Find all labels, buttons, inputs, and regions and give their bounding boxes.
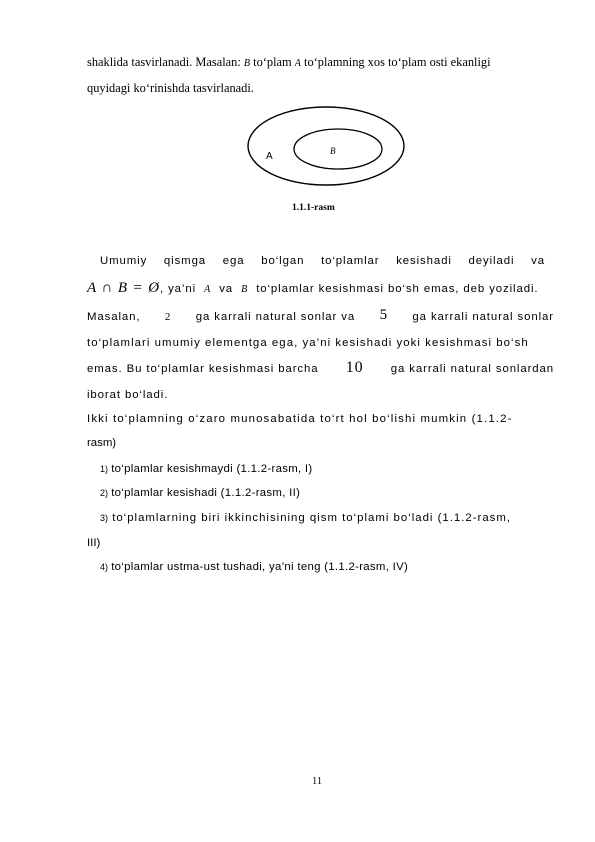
list-item [100, 512, 511, 524]
text: iborat bo‘ladi. [87, 389, 169, 401]
intro-text: quyidagi ko‘rinishda tasvirlanadi. [87, 81, 254, 95]
word: bo‘lgan [261, 255, 305, 267]
math-symbol-b: B [241, 284, 249, 295]
list-number: 3) [100, 513, 109, 523]
list-number: 1) [100, 464, 109, 474]
number-10: 10 [345, 359, 364, 376]
word: deyiladi [468, 255, 515, 267]
math-symbol-a: A [294, 58, 301, 69]
inner-set-label: B [330, 146, 336, 156]
para1-line-3 [87, 307, 554, 328]
para1-line-2 [87, 280, 554, 297]
list-number: 4) [100, 562, 109, 572]
intro-text: shaklida tasvirlanadi. Masalan: [87, 55, 241, 69]
list-text: to‘plamlar ustma-ust tushadi, ya’ni teng (1.1.2-rasm, IV) [111, 561, 409, 573]
outer-set-label: A [266, 151, 273, 162]
list-number: 2) [100, 488, 109, 498]
list-item-continuation [87, 537, 100, 549]
text: , ya’ni [159, 283, 197, 295]
text: Masalan, [87, 311, 141, 323]
venn-diagram [240, 100, 410, 195]
para1-line-4 [87, 337, 529, 349]
figure-caption: 1.1.1-rasm [292, 203, 335, 213]
text: emas. Bu to‘plamlar kesishmasi barcha [87, 363, 319, 375]
intersection-formula: A ∩ B = Ø [87, 280, 160, 296]
para1-line-5 [87, 359, 554, 381]
outer-set-ellipse [248, 107, 404, 185]
text: ga karrali natural sonlar va [195, 311, 356, 323]
page-number: 11 [312, 776, 323, 787]
para2-line-2 [87, 437, 116, 449]
number-2: 2 [164, 311, 172, 323]
math-symbol-a: A [204, 284, 212, 295]
text: rasm) [87, 437, 117, 449]
word: qismga [163, 255, 207, 267]
word: kesishadi [396, 255, 452, 267]
inner-set-ellipse [294, 129, 382, 169]
math-symbol-b: B [243, 58, 251, 69]
text: ga karrali natural sonlardan [390, 363, 554, 375]
intro-line-1 [87, 55, 491, 70]
intro-text: to‘plamning xos to‘plam osti ekanligi [304, 55, 491, 69]
list-text: to‘plamlarning biri ikkinchisining qism to‘plami bo‘ladi (1.1.2-rasm, [112, 512, 512, 524]
text: Ikki to‘plamning o‘zaro munosabatida to‘rt hol bo‘lishi mumkin (1.1.2- [87, 413, 513, 425]
list-item [100, 463, 313, 475]
intro-text: to‘plam [253, 55, 292, 69]
list-text: III) [87, 537, 101, 549]
list-item [100, 487, 300, 499]
text: ga karrali natural sonlar [412, 311, 554, 323]
text: to‘plamlar kesishmasi bo‘sh emas, deb yoziladi. [256, 283, 539, 295]
word: Umumiy [100, 255, 148, 267]
text: to‘plamlari umumiy elementga ega, ya’ni kesishadi yoki kesishmasi bo‘sh [87, 337, 529, 349]
para2-line-1 [87, 413, 513, 425]
para1-line-1 [100, 255, 545, 267]
text: va [219, 283, 234, 295]
word: ega [222, 255, 245, 267]
word: va [531, 255, 545, 267]
para1-line-6 [87, 389, 168, 401]
intro-line-2 [87, 81, 254, 96]
word: to‘plamlar [321, 255, 380, 267]
list-text: to‘plamlar kesishmaydi (1.1.2-rasm, I) [111, 463, 313, 475]
number-5: 5 [379, 307, 388, 323]
list-item [100, 561, 408, 573]
list-text: to‘plamlar kesishadi (1.1.2-rasm, II) [111, 487, 301, 499]
